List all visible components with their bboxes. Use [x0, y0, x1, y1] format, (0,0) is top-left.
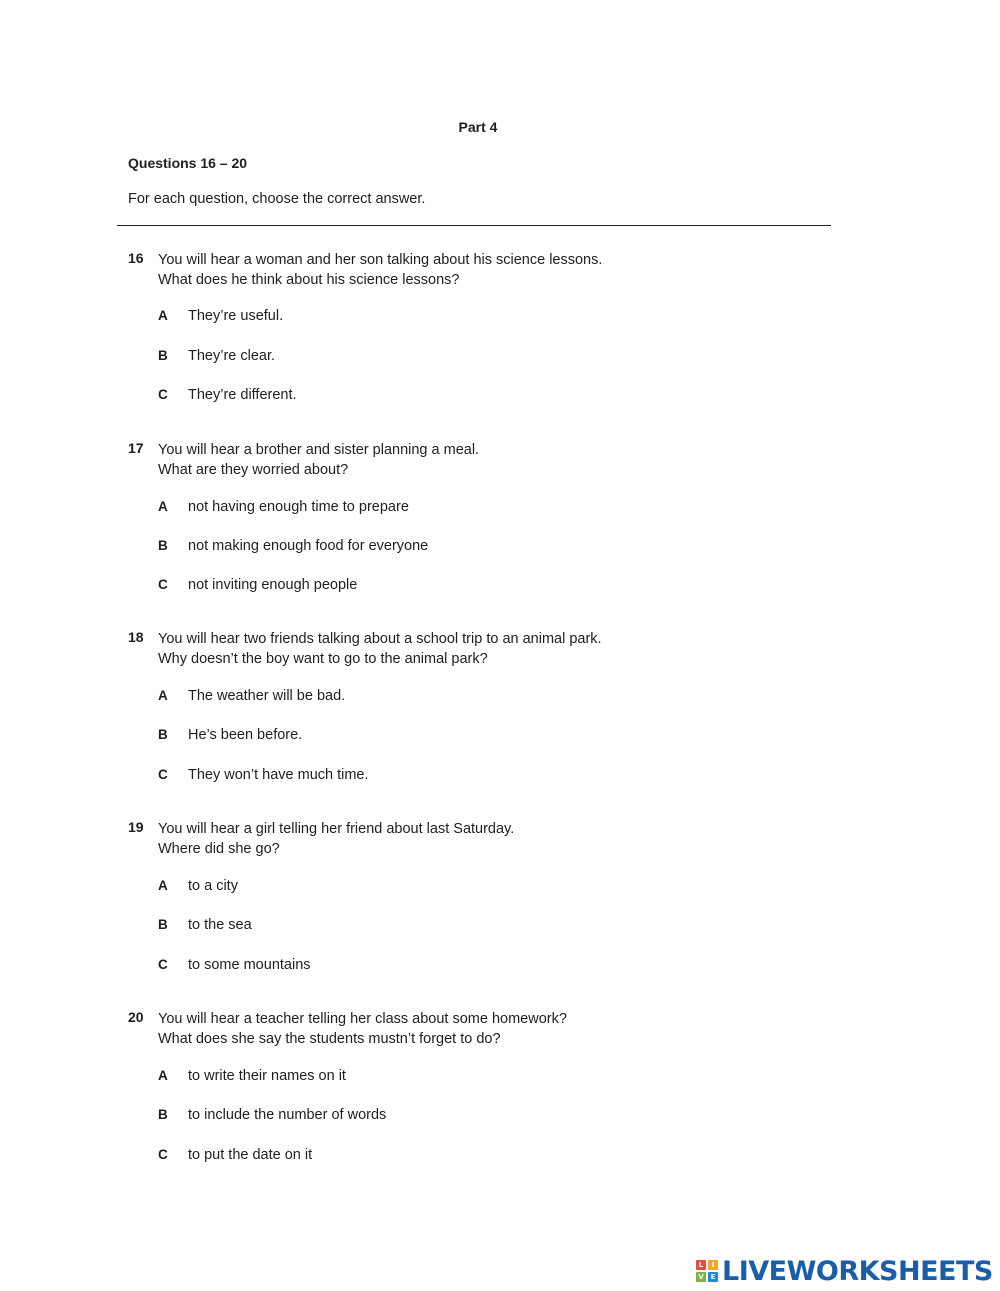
option-letter: B: [158, 917, 168, 932]
option-letter: A: [158, 499, 168, 514]
question-context: You will hear a brother and sister planning a meal.: [158, 442, 480, 458]
option-b[interactable]: [158, 725, 302, 745]
option-a[interactable]: [158, 1066, 346, 1086]
option-text: The weather will be bad.: [188, 688, 346, 704]
option-text: to write their names on it: [188, 1068, 346, 1084]
question-prompt: [158, 819, 514, 859]
option-text: to put the date on it: [188, 1147, 313, 1163]
option-letter: B: [158, 727, 168, 742]
divider-line: [117, 225, 831, 226]
option-b[interactable]: [158, 346, 275, 366]
question-prompt: [158, 629, 602, 669]
option-letter: B: [158, 538, 168, 553]
option-a[interactable]: [158, 306, 283, 326]
option-letter: A: [158, 878, 168, 893]
option-a[interactable]: [158, 876, 238, 896]
option-text: to some mountains: [188, 957, 311, 973]
option-b[interactable]: [158, 1105, 386, 1125]
option-b[interactable]: [158, 915, 252, 935]
option-c[interactable]: [158, 385, 297, 405]
option-letter: C: [158, 957, 168, 972]
option-letter: A: [158, 688, 168, 703]
option-letter: A: [158, 308, 168, 323]
option-a[interactable]: [158, 686, 345, 706]
question-number: 17: [128, 440, 144, 456]
liveworksheets-logo: [696, 1256, 993, 1286]
option-text: to the sea: [188, 917, 252, 933]
option-b[interactable]: [158, 536, 428, 556]
option-text: to a city: [188, 878, 238, 894]
option-text: to include the number of words: [188, 1107, 387, 1123]
question-context: You will hear a teacher telling her class about some homework?: [158, 1011, 567, 1027]
question-ask: What does she say the students mustn’t forget to do?: [158, 1031, 501, 1047]
logo-square-i: I: [708, 1260, 718, 1270]
option-letter: C: [158, 577, 168, 592]
question-ask: Where did she go?: [158, 841, 280, 857]
logo-square-l: L: [696, 1260, 706, 1270]
logo-mark-icon: [696, 1260, 718, 1282]
instruction-text: For each question, choose the correct answer.: [128, 191, 426, 207]
question-prompt: [158, 1009, 567, 1049]
option-text: not inviting enough people: [188, 577, 358, 593]
question-prompt: [158, 250, 602, 290]
option-text: They’re clear.: [188, 348, 276, 364]
question-context: You will hear a woman and her son talking about his science lessons.: [158, 252, 603, 268]
logo-square-v: V: [696, 1272, 706, 1282]
option-c[interactable]: [158, 1145, 312, 1165]
option-letter: B: [158, 348, 168, 363]
question-ask: What does he think about his science lessons?: [158, 272, 460, 288]
option-c[interactable]: [158, 765, 369, 785]
question-ask: Why doesn’t the boy want to go to the animal park?: [158, 651, 488, 667]
option-c[interactable]: [158, 955, 311, 975]
option-letter: B: [158, 1107, 168, 1122]
question-context: You will hear two friends talking about a school trip to an animal park.: [158, 631, 602, 647]
option-c[interactable]: [158, 575, 357, 595]
option-letter: A: [158, 1068, 168, 1083]
part-title: Part 4: [458, 119, 498, 135]
option-text: not having enough time to prepare: [188, 499, 409, 515]
option-letter: C: [158, 1147, 168, 1162]
question-number: 16: [128, 250, 144, 266]
logo-square-e: E: [708, 1272, 718, 1282]
question-number: 20: [128, 1009, 144, 1025]
option-text: They’re useful.: [188, 308, 284, 324]
option-letter: C: [158, 387, 168, 402]
option-text: He’s been before.: [188, 727, 303, 743]
option-text: They’re different.: [188, 387, 297, 403]
option-text: not making enough food for everyone: [188, 538, 429, 554]
question-ask: What are they worried about?: [158, 462, 349, 478]
question-number: 18: [128, 629, 144, 645]
question-number: 19: [128, 819, 144, 835]
logo-text: LIVEWORKSHEETS: [722, 1255, 993, 1287]
option-a[interactable]: [158, 497, 409, 517]
question-prompt: [158, 440, 479, 480]
option-text: They won’t have much time.: [188, 767, 369, 783]
questions-range-heading: Questions 16 – 20: [128, 155, 248, 171]
option-letter: C: [158, 767, 168, 782]
question-context: You will hear a girl telling her friend about last Saturday.: [158, 821, 515, 837]
